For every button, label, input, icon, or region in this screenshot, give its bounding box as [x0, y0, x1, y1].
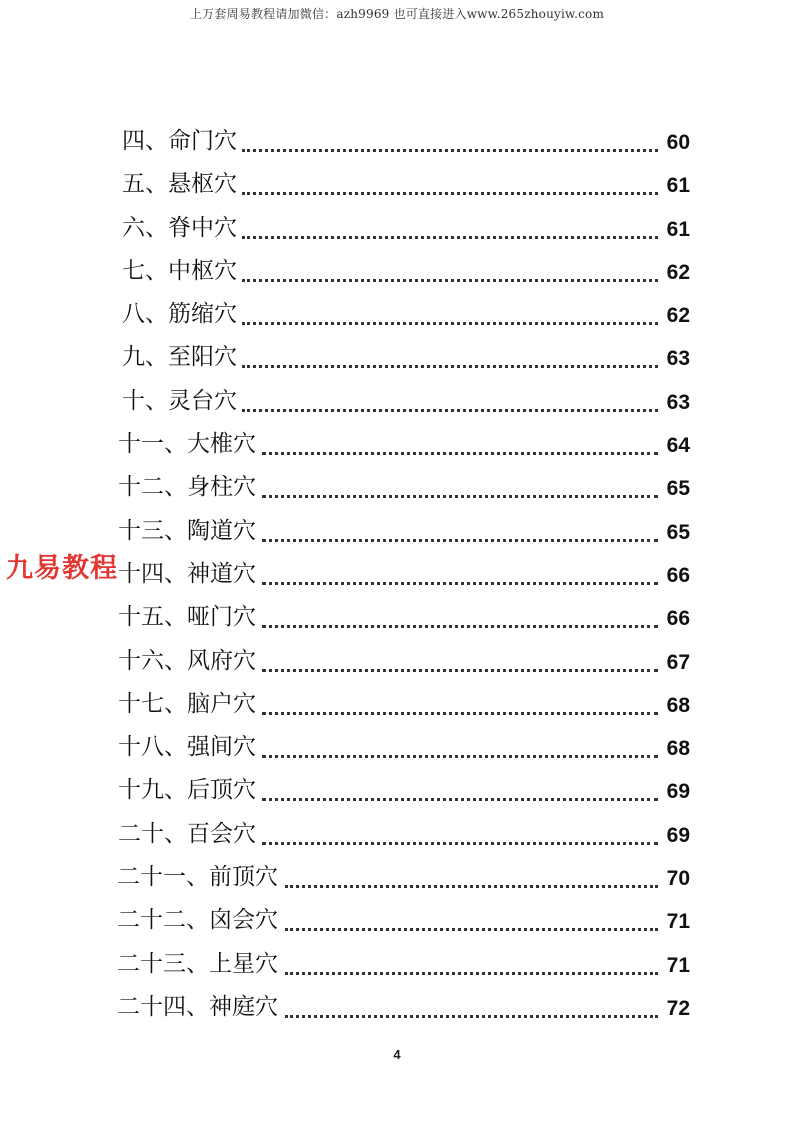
- toc-entry[interactable]: [0, 858, 794, 901]
- toc-entry-title: 十八、强间穴: [118, 728, 260, 766]
- toc-dot-leader: [262, 755, 658, 758]
- toc-entry-page: 62: [664, 297, 690, 335]
- toc-dot-leader: [262, 495, 658, 498]
- toc-dot-leader: [242, 279, 658, 282]
- toc-dot-leader: [285, 885, 658, 888]
- toc-dot-leader: [262, 452, 658, 455]
- watermark-logo: 九易教程: [6, 553, 118, 584]
- toc-entry[interactable]: [0, 295, 794, 338]
- toc-entry-title: 十五、哑门穴: [118, 598, 260, 636]
- toc-entry-page: 66: [664, 600, 690, 638]
- toc-entry[interactable]: [0, 642, 794, 685]
- toc-entry-page: 66: [664, 557, 690, 595]
- toc-entry-title: 十三、陶道穴: [118, 512, 260, 550]
- toc-entry[interactable]: [0, 468, 794, 511]
- toc-entry[interactable]: [0, 252, 794, 295]
- toc-entry-page: 68: [664, 730, 690, 768]
- toc-entry[interactable]: [0, 512, 794, 555]
- toc-entry-page: 71: [664, 947, 690, 985]
- toc-dot-leader: [262, 798, 658, 801]
- toc-entry[interactable]: [0, 771, 794, 814]
- toc-entry-page: 69: [664, 773, 690, 811]
- toc-entry[interactable]: [0, 338, 794, 381]
- toc-entry[interactable]: [0, 945, 794, 988]
- toc-dot-leader: [262, 539, 658, 542]
- toc-entry-title: 十九、后顶穴: [118, 771, 260, 809]
- toc-entry[interactable]: [0, 165, 794, 208]
- toc-dot-leader: [242, 365, 658, 368]
- toc-entry-title: 十四、神道穴: [118, 555, 260, 593]
- page-number: 4: [393, 1047, 401, 1062]
- toc-dot-leader: [242, 149, 658, 152]
- toc-entry-page: 72: [664, 990, 690, 1028]
- toc-entry-page: 69: [664, 817, 690, 855]
- toc-entry[interactable]: [0, 598, 794, 641]
- toc-dot-leader: [242, 322, 658, 325]
- toc-dot-leader: [285, 972, 658, 975]
- toc-entry-title: 二十四、神庭穴: [117, 988, 282, 1026]
- toc-entry-page: 62: [664, 254, 690, 292]
- toc-entry-page: 61: [664, 211, 690, 249]
- toc-entry-title: 四、命门穴: [122, 122, 241, 160]
- toc-dot-leader: [262, 582, 658, 585]
- toc-entry-page: 71: [664, 903, 690, 941]
- toc-entry[interactable]: [0, 728, 794, 771]
- toc-entry-title: 十二、身柱穴: [118, 468, 260, 506]
- toc-entry-title: 二十一、前顶穴: [117, 858, 282, 896]
- toc-entry-title: 十一、大椎穴: [118, 425, 260, 463]
- toc-dot-leader: [242, 409, 658, 412]
- toc-entry-page: 68: [664, 687, 690, 725]
- toc-entry[interactable]: [0, 122, 794, 165]
- toc-dot-leader: [262, 712, 658, 715]
- toc-dot-leader: [262, 842, 658, 845]
- toc-entry[interactable]: [0, 209, 794, 252]
- toc-entry-title: 二十三、上星穴: [117, 945, 282, 983]
- toc-entry-title: 八、筋缩穴: [122, 295, 241, 333]
- toc-entry-title: 九、至阳穴: [122, 338, 241, 376]
- toc-entry[interactable]: [0, 382, 794, 425]
- toc-entry-page: 63: [664, 340, 690, 378]
- toc-entry-title: 七、中枢穴: [122, 252, 241, 290]
- toc-entry[interactable]: [0, 555, 794, 598]
- toc-entry-page: 61: [664, 167, 690, 205]
- toc-entry-page: 64: [664, 427, 690, 465]
- toc-entry-title: 十七、脑户穴: [118, 685, 260, 723]
- toc-dot-leader: [242, 236, 658, 239]
- toc-dot-leader: [242, 192, 658, 195]
- toc-entry[interactable]: [0, 685, 794, 728]
- toc-entry-page: 60: [664, 124, 690, 162]
- toc-entry[interactable]: [0, 988, 794, 1031]
- toc-entry[interactable]: [0, 901, 794, 944]
- toc-entry[interactable]: [0, 425, 794, 468]
- toc-dot-leader: [285, 1015, 658, 1018]
- toc-entry-page: 65: [664, 514, 690, 552]
- toc-entry-title: 五、悬枢穴: [122, 165, 241, 203]
- header-banner: 上万套周易教程请加微信：azh9969 也可直接进入www.265zhouyiw.com: [189, 7, 605, 21]
- toc-entry-title: 六、脊中穴: [122, 209, 241, 247]
- toc-entry-title: 十六、风府穴: [118, 642, 260, 680]
- toc-dot-leader: [262, 625, 658, 628]
- toc-dot-leader: [262, 669, 658, 672]
- toc-entry-page: 70: [664, 860, 690, 898]
- toc-dot-leader: [285, 928, 658, 931]
- toc-entry-title: 十、灵台穴: [122, 382, 241, 420]
- toc-entry-page: 63: [664, 384, 690, 422]
- toc-entry-title: 二十、百会穴: [118, 815, 260, 853]
- table-of-contents: [0, 122, 794, 1031]
- toc-entry[interactable]: [0, 815, 794, 858]
- toc-entry-title: 二十二、囟会穴: [117, 901, 282, 939]
- toc-entry-page: 65: [664, 470, 690, 508]
- toc-entry-page: 67: [664, 644, 690, 682]
